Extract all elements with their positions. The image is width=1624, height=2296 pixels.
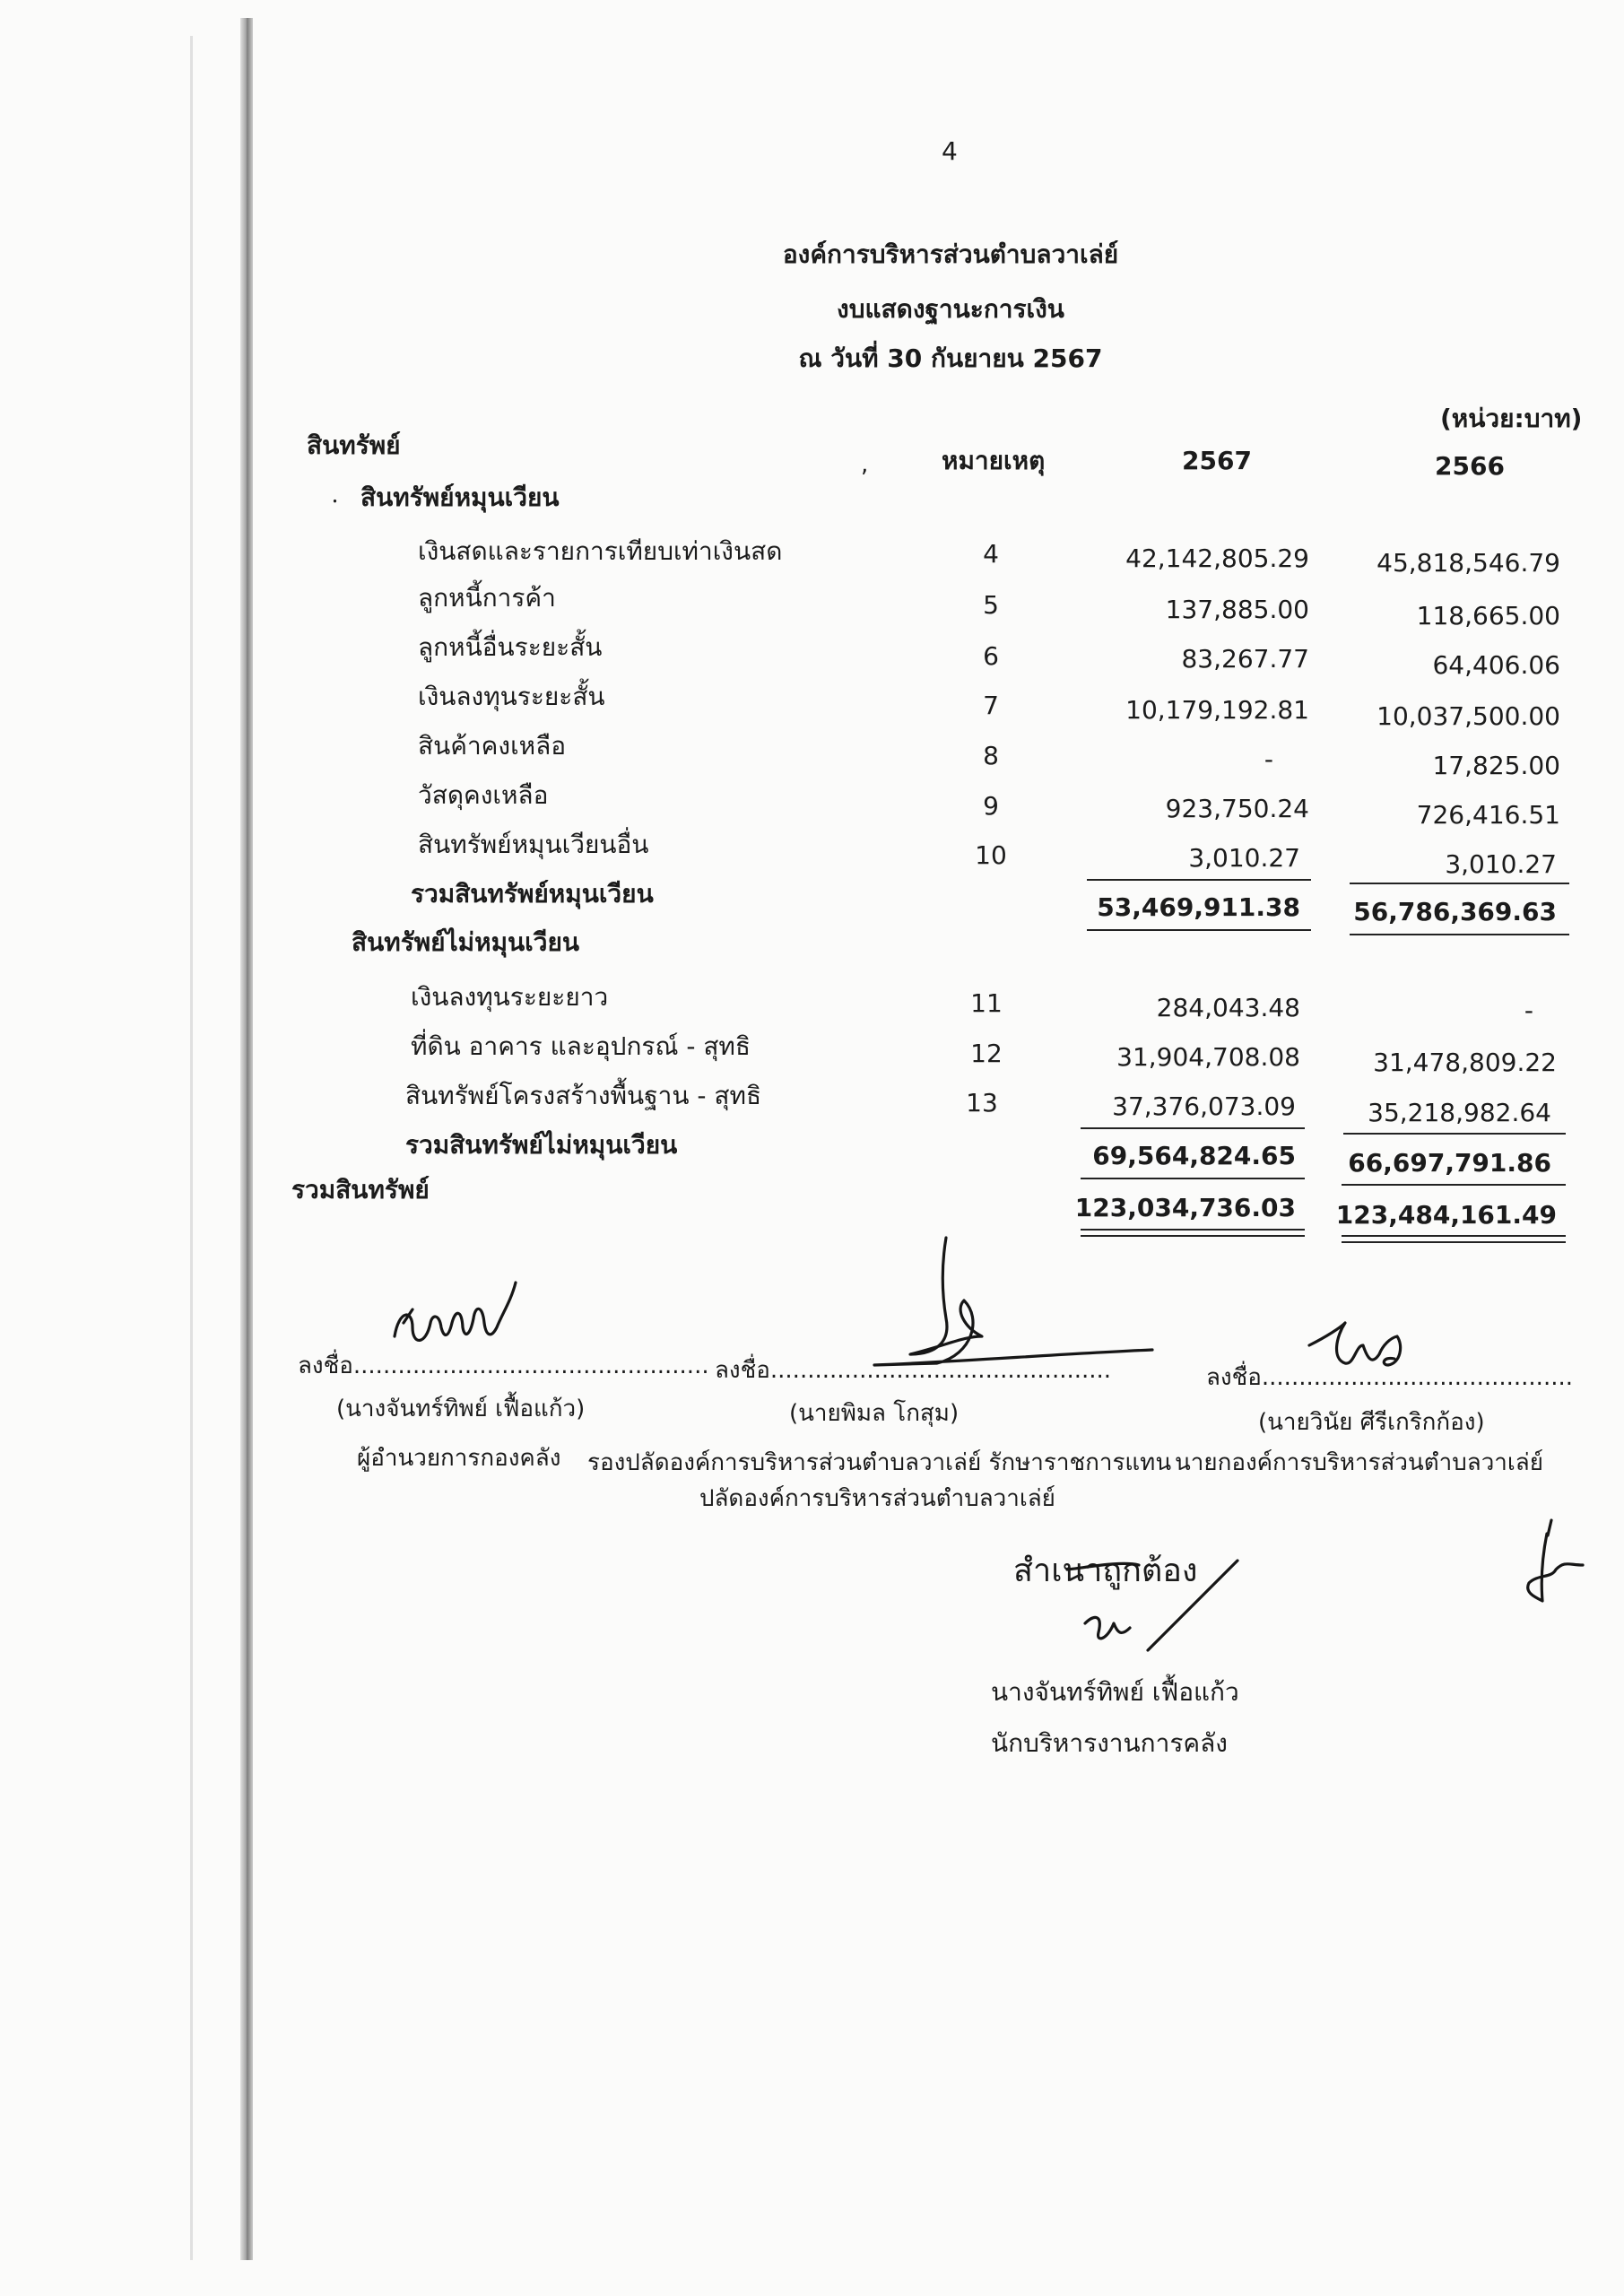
row-note: 9 — [983, 791, 999, 821]
row-value-2567: 10,179,192.81 — [1125, 695, 1309, 725]
row-note: 7 — [983, 691, 999, 720]
signature-mark — [1300, 1309, 1417, 1381]
initials-mark — [1515, 1516, 1596, 1614]
row-value-2566: 31,478,809.22 — [1373, 1048, 1557, 1077]
row-label: สินทรัพย์หมุนเวียนอื่น — [418, 830, 649, 859]
row-value-2567: 137,885.00 — [1165, 595, 1309, 624]
underline-2566 — [1342, 1184, 1566, 1186]
column-header-2566: 2566 — [1435, 451, 1505, 481]
row-value-2566: - — [1524, 996, 1533, 1025]
row-value-2567: 83,267.77 — [1181, 644, 1309, 674]
signer-title: รองปลัดองค์การบริหารส่วนตำบลวาเล่ย์ รักษาราชการแทน — [587, 1449, 1172, 1476]
underline-2567 — [1081, 1127, 1305, 1129]
signer-name: (นางจันทร์ทิพย์ เฟื้อแก้ว) — [336, 1396, 586, 1422]
stray-mark: , — [861, 451, 869, 478]
row-value-2567: 42,142,805.29 — [1125, 544, 1309, 573]
noncurrent-total-2567: 69,564,824.65 — [1092, 1141, 1296, 1170]
underline-2566 — [1350, 883, 1569, 884]
noncurrent-assets-heading: สินทรัพย์ไม่หมุนเวียน — [352, 927, 580, 957]
paper-shadow — [190, 36, 193, 2260]
row-value-2567: 3,010.27 — [1188, 843, 1300, 873]
section-heading: สินทรัพย์ — [307, 430, 401, 460]
row-label: ลูกหนี้อื่นระยะสั้น — [418, 632, 603, 662]
underline-2567 — [1087, 879, 1311, 881]
grand-total-label: รวมสินทรัพย์ — [291, 1175, 430, 1205]
signer-title-2: ปลัดองค์การบริหารส่วนตำบลวาเล่ย์ — [699, 1485, 1055, 1512]
row-label: เงินสดและรายการเทียบเท่าเงินสด — [418, 536, 783, 566]
unit-label: (หน่วย:บาท) — [1440, 404, 1583, 433]
row-value-2566: 35,218,982.64 — [1368, 1098, 1551, 1127]
bullet-mark: ⸱ — [332, 489, 338, 516]
row-label: สินค้าคงเหลือ — [418, 731, 567, 761]
row-label: สินทรัพย์โครงสร้างพื้นฐาน - สุทธิ — [405, 1081, 762, 1110]
signature-mark — [856, 1229, 1161, 1381]
signer-name: (นายวินัย ศีรีเกริกก้อง) — [1258, 1409, 1485, 1436]
sign-label: ลงชื่อ.............................................. — [715, 1357, 1112, 1384]
row-note: 10 — [975, 840, 1007, 870]
row-note: 5 — [983, 590, 999, 620]
underline-2566 — [1350, 934, 1569, 935]
current-total-label: รวมสินทรัพย์หมุนเวียน — [411, 879, 654, 909]
org-title: องค์การบริหารส่วนตำบลวาเล่ย์ — [782, 239, 1119, 269]
certified-copy-stamp: สำเนาถูกต้อง — [1013, 1552, 1198, 1589]
column-header-2567: 2567 — [1182, 446, 1252, 475]
noncurrent-total-label: รวมสินทรัพย์ไม่หมุนเวียน — [405, 1130, 678, 1160]
row-note: 11 — [970, 988, 1003, 1018]
signature-mark — [377, 1274, 538, 1363]
row-value-2566: 726,416.51 — [1416, 800, 1560, 830]
row-value-2566: 64,406.06 — [1432, 650, 1560, 680]
grand-total-2566: 123,484,161.49 — [1335, 1200, 1557, 1230]
row-label: วัสดุคงเหลือ — [418, 780, 549, 810]
row-note: 6 — [983, 641, 999, 671]
certifier-signature-mark — [1058, 1543, 1255, 1668]
noncurrent-total-2566: 66,697,791.86 — [1348, 1148, 1551, 1178]
binding-edge — [240, 18, 253, 2260]
row-value-2567: - — [1264, 744, 1273, 774]
sign-label: ลงชื่อ.......................................... — [1206, 1364, 1574, 1391]
current-assets-heading: สินทรัพย์หมุนเวียน — [360, 483, 560, 512]
double-underline-2566 — [1342, 1235, 1566, 1237]
grand-total-2567: 123,034,736.03 — [1074, 1193, 1296, 1222]
row-value-2566: 118,665.00 — [1416, 601, 1560, 631]
double-underline-2566 — [1342, 1241, 1566, 1243]
row-value-2567: 37,376,073.09 — [1112, 1091, 1296, 1121]
row-note: 8 — [983, 741, 999, 770]
certifier-name: นางจันทร์ทิพย์ เฟื้อแก้ว — [991, 1677, 1239, 1707]
row-label: ลูกหนี้การค้า — [418, 583, 556, 613]
sign-label: ลงชื่อ................................................ — [298, 1352, 709, 1379]
page-number: 4 — [942, 136, 958, 166]
signer-name: (นายพิมล โกสุม) — [789, 1400, 960, 1427]
row-note: 12 — [970, 1039, 1003, 1068]
row-value-2567: 923,750.24 — [1165, 794, 1309, 823]
current-total-2566: 56,786,369.63 — [1353, 897, 1557, 926]
row-value-2566: 10,037,500.00 — [1376, 701, 1560, 731]
row-value-2566: 3,010.27 — [1445, 849, 1557, 879]
signer-title: นายกองค์การบริหารส่วนตำบลวาเล่ย์ — [1175, 1449, 1543, 1476]
signer-title: ผู้อำนวยการกองคลัง — [357, 1445, 561, 1472]
row-value-2566: 17,825.00 — [1432, 751, 1560, 780]
row-label: ที่ดิน อาคาร และอุปกรณ์ - สุทธิ — [411, 1031, 751, 1061]
row-value-2566: 45,818,546.79 — [1376, 548, 1560, 578]
column-header-note: หมายเหตุ — [942, 446, 1046, 475]
row-label: เงินลงทุนระยะสั้น — [418, 682, 605, 711]
row-value-2567: 31,904,708.08 — [1116, 1042, 1300, 1072]
current-total-2567: 53,469,911.38 — [1097, 892, 1300, 922]
underline-2566 — [1343, 1133, 1566, 1135]
row-note: 4 — [983, 539, 999, 569]
statement-date: ณ วันที่ 30 กันยายน 2567 — [798, 344, 1103, 373]
certifier-position: นักบริหารงานการคลัง — [991, 1728, 1228, 1758]
underline-2567 — [1087, 929, 1311, 931]
row-value-2567: 284,043.48 — [1156, 993, 1300, 1022]
statement-title: งบแสดงฐานะการเงิน — [837, 294, 1064, 324]
row-label: เงินลงทุนระยะยาว — [411, 982, 609, 1012]
underline-2567 — [1081, 1178, 1305, 1179]
row-note: 13 — [966, 1088, 998, 1118]
